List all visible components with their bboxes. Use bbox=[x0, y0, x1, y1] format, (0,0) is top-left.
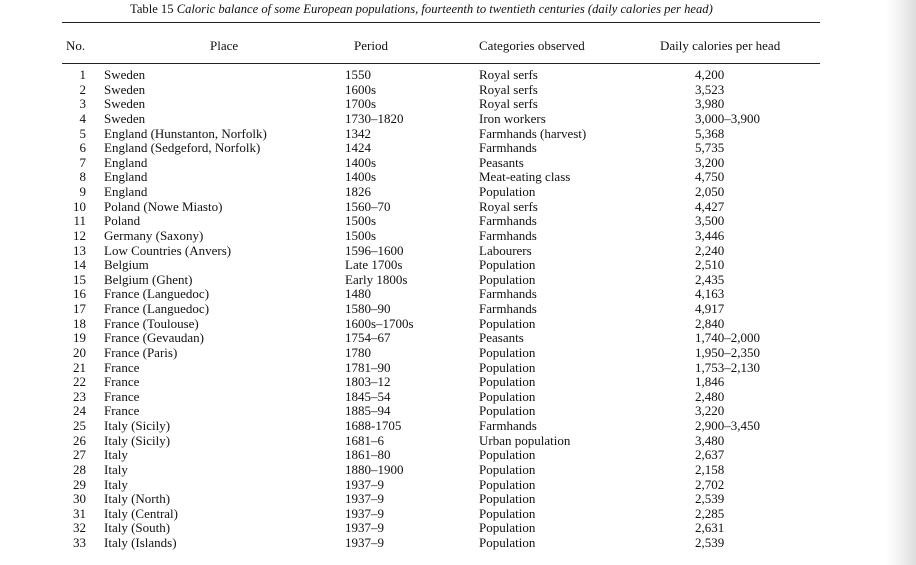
row-number: 20 bbox=[73, 344, 86, 360]
row-calories: 4,163 bbox=[695, 286, 725, 302]
row-place: France bbox=[104, 403, 140, 419]
row-calories: 1,950–2,350 bbox=[695, 344, 760, 360]
row-place: Poland (Nowe Miasto) bbox=[104, 198, 223, 214]
row-number: 16 bbox=[73, 286, 86, 302]
row-number: 12 bbox=[73, 227, 86, 243]
row-period: 1861–80 bbox=[345, 447, 391, 463]
row-category: Labourers bbox=[479, 242, 532, 258]
row-number: 4 bbox=[79, 110, 86, 126]
table-row bbox=[0, 448, 916, 463]
table-row bbox=[0, 112, 916, 127]
row-place: France (Gevaudan) bbox=[104, 330, 204, 346]
table-row bbox=[0, 287, 916, 302]
row-place: France (Languedoc) bbox=[104, 286, 210, 302]
row-calories: 2,637 bbox=[695, 447, 725, 463]
table-row bbox=[0, 390, 916, 405]
row-number: 7 bbox=[79, 154, 86, 170]
row-period: 1600s–1700s bbox=[345, 315, 414, 331]
row-place: England bbox=[104, 169, 148, 185]
row-category: Farmhands bbox=[479, 418, 537, 433]
table-row bbox=[0, 507, 916, 522]
row-calories: 2,158 bbox=[695, 461, 725, 477]
row-number: 31 bbox=[73, 505, 86, 521]
row-category: Peasants bbox=[479, 330, 524, 346]
table-row bbox=[0, 521, 916, 536]
row-calories: 1,740–2,000 bbox=[695, 330, 760, 346]
row-number: 30 bbox=[73, 491, 86, 507]
table-row bbox=[0, 361, 916, 376]
row-place: England (Hunstanton, Norfolk) bbox=[104, 125, 267, 141]
table-row bbox=[0, 331, 916, 346]
row-calories: 2,435 bbox=[695, 271, 725, 287]
row-place: Sweden bbox=[104, 96, 146, 112]
row-number: 27 bbox=[73, 447, 86, 463]
row-period: 1560–70 bbox=[345, 198, 391, 214]
row-period: 1700s bbox=[345, 96, 377, 112]
row-place: Low Countries (Anvers) bbox=[104, 242, 232, 258]
row-category: Peasants bbox=[479, 154, 524, 170]
table-row bbox=[0, 229, 916, 244]
table-top-rule bbox=[62, 22, 820, 23]
row-number: 24 bbox=[73, 403, 86, 419]
row-category: Population bbox=[479, 520, 536, 536]
row-number: 1 bbox=[79, 67, 86, 82]
row-category: Population bbox=[479, 257, 536, 273]
row-number: 22 bbox=[73, 374, 86, 390]
row-category: Farmhands bbox=[479, 227, 537, 243]
row-place: Italy (North) bbox=[104, 491, 171, 507]
table-row bbox=[0, 536, 916, 551]
row-place: Belgium (Ghent) bbox=[104, 271, 193, 287]
row-category: Royal serfs bbox=[479, 81, 538, 97]
row-number: 13 bbox=[73, 242, 86, 258]
row-calories: 4,750 bbox=[695, 169, 725, 185]
row-period: 1500s bbox=[345, 213, 377, 229]
column-header-period: Period bbox=[354, 38, 388, 53]
row-category: Population bbox=[479, 491, 536, 507]
row-period: 1596–1600 bbox=[345, 242, 404, 258]
row-category: Farmhands bbox=[479, 140, 537, 156]
table-row bbox=[0, 419, 916, 434]
row-category: Farmhands bbox=[479, 286, 537, 302]
table-row bbox=[0, 302, 916, 317]
row-number: 33 bbox=[73, 535, 86, 550]
table-row bbox=[0, 83, 916, 98]
row-place: Italy (South) bbox=[104, 520, 171, 536]
row-place: Sweden bbox=[104, 110, 146, 126]
row-calories: 5,368 bbox=[695, 125, 725, 141]
row-place: France bbox=[104, 359, 140, 375]
row-number: 6 bbox=[79, 140, 86, 156]
row-category: Population bbox=[479, 374, 536, 390]
row-number: 32 bbox=[73, 520, 86, 536]
row-calories: 1,846 bbox=[695, 374, 725, 390]
row-period: 1826 bbox=[345, 184, 371, 199]
table-caption bbox=[130, 1, 830, 17]
row-category: Population bbox=[479, 359, 536, 375]
row-place: France bbox=[104, 374, 140, 390]
row-period: 1781–90 bbox=[345, 359, 391, 375]
row-period: 1937–9 bbox=[345, 505, 384, 521]
table-caption-text: Caloric balance of some European populations, fourteenth to twentieth centuries (daily calories per head) bbox=[176, 2, 713, 16]
row-number: 29 bbox=[73, 476, 86, 492]
row-calories: 2,480 bbox=[695, 388, 725, 404]
row-calories: 2,240 bbox=[695, 242, 725, 258]
row-calories: 3,220 bbox=[695, 403, 725, 419]
row-place: Italy (Central) bbox=[104, 505, 178, 521]
row-period: 1500s bbox=[345, 227, 377, 243]
row-number: 15 bbox=[73, 271, 86, 287]
row-period: Early 1800s bbox=[345, 271, 408, 287]
row-category: Population bbox=[479, 403, 536, 419]
row-number: 23 bbox=[73, 388, 86, 404]
table-row bbox=[0, 258, 916, 273]
row-period: 1937–9 bbox=[345, 535, 384, 550]
row-period: 1580–90 bbox=[345, 301, 391, 316]
table-row bbox=[0, 185, 916, 200]
row-category: Population bbox=[479, 388, 536, 404]
table-row bbox=[0, 404, 916, 419]
row-calories: 2,510 bbox=[695, 257, 725, 273]
row-calories: 3,500 bbox=[695, 213, 725, 229]
row-number: 26 bbox=[73, 432, 86, 448]
table-row bbox=[0, 156, 916, 171]
row-calories: 2,631 bbox=[695, 520, 725, 536]
row-category: Population bbox=[479, 505, 536, 521]
row-category: Royal serfs bbox=[479, 198, 538, 214]
row-period: 1681–6 bbox=[345, 432, 384, 448]
row-number: 14 bbox=[73, 257, 86, 273]
row-number: 17 bbox=[73, 301, 86, 316]
row-number: 18 bbox=[73, 315, 86, 331]
table-row bbox=[0, 317, 916, 332]
row-place: England bbox=[104, 184, 148, 199]
row-period: 1424 bbox=[345, 140, 371, 156]
row-period: Late 1700s bbox=[345, 257, 403, 273]
row-number: 28 bbox=[73, 461, 86, 477]
table-row bbox=[0, 434, 916, 449]
table-row bbox=[0, 463, 916, 478]
row-calories: 3,523 bbox=[695, 81, 725, 97]
table-row bbox=[0, 273, 916, 288]
column-header-categories: Categories observed bbox=[479, 38, 585, 53]
row-category: Population bbox=[479, 344, 536, 360]
row-place: Italy (Islands) bbox=[104, 535, 177, 550]
row-period: 1780 bbox=[345, 344, 371, 360]
row-number: 3 bbox=[79, 96, 86, 112]
row-number: 2 bbox=[79, 81, 86, 97]
table-row bbox=[0, 214, 916, 229]
row-place: France (Paris) bbox=[104, 344, 178, 360]
row-place: Poland bbox=[104, 213, 141, 229]
column-header-calories: Daily calories per head bbox=[660, 38, 781, 53]
row-period: 1803–12 bbox=[345, 374, 391, 390]
table-row bbox=[0, 141, 916, 156]
row-period: 1550 bbox=[345, 67, 371, 82]
row-calories: 2,900–3,450 bbox=[695, 418, 760, 433]
table-row bbox=[0, 346, 916, 361]
row-calories: 2,702 bbox=[695, 476, 725, 492]
row-place: Italy (Sicily) bbox=[104, 418, 171, 433]
row-place: France (Languedoc) bbox=[104, 301, 210, 316]
row-calories: 2,840 bbox=[695, 315, 725, 331]
table-row bbox=[0, 170, 916, 185]
row-category: Population bbox=[479, 461, 536, 477]
row-calories: 1,753–2,130 bbox=[695, 359, 760, 375]
row-period: 1480 bbox=[345, 286, 371, 302]
row-period: 1400s bbox=[345, 169, 377, 185]
row-calories: 3,446 bbox=[695, 227, 725, 243]
row-place: Belgium bbox=[104, 257, 149, 273]
row-place: England bbox=[104, 154, 148, 170]
row-category: Farmhands (harvest) bbox=[479, 125, 587, 141]
row-period: 1400s bbox=[345, 154, 377, 170]
row-number: 11 bbox=[73, 213, 86, 229]
row-category: Farmhands bbox=[479, 301, 537, 316]
row-category: Royal serfs bbox=[479, 96, 538, 112]
table-row bbox=[0, 200, 916, 215]
row-period: 1730–1820 bbox=[345, 110, 404, 126]
row-period: 1937–9 bbox=[345, 491, 384, 507]
row-number: 5 bbox=[79, 125, 86, 141]
row-place: England (Sedgeford, Norfolk) bbox=[104, 140, 261, 156]
row-period: 1845–54 bbox=[345, 388, 391, 404]
table-row bbox=[0, 127, 916, 142]
table-row bbox=[0, 244, 916, 259]
row-period: 1937–9 bbox=[345, 520, 384, 536]
table-row bbox=[0, 492, 916, 507]
row-period: 1885–94 bbox=[345, 403, 391, 419]
row-category: Population bbox=[479, 476, 536, 492]
row-category: Population bbox=[479, 315, 536, 331]
row-place: Sweden bbox=[104, 81, 146, 97]
table-caption-label: Table 15 bbox=[130, 2, 174, 16]
row-calories: 3,200 bbox=[695, 154, 725, 170]
row-number: 19 bbox=[73, 330, 86, 346]
row-calories: 4,917 bbox=[695, 301, 725, 316]
row-calories: 4,427 bbox=[695, 198, 725, 214]
row-category: Population bbox=[479, 447, 536, 463]
table-row bbox=[0, 97, 916, 112]
row-period: 1688-1705 bbox=[345, 418, 402, 433]
row-period: 1754–67 bbox=[345, 330, 391, 346]
row-category: Iron workers bbox=[479, 110, 546, 126]
row-place: Sweden bbox=[104, 67, 146, 82]
row-place: Italy (Sicily) bbox=[104, 432, 171, 448]
table-row bbox=[0, 478, 916, 493]
row-calories: 4,200 bbox=[695, 67, 725, 82]
table-row bbox=[0, 68, 916, 83]
row-place: Italy bbox=[104, 447, 128, 463]
row-calories: 2,050 bbox=[695, 184, 725, 199]
table-row bbox=[0, 375, 916, 390]
row-category: Population bbox=[479, 271, 536, 287]
row-calories: 3,480 bbox=[695, 432, 725, 448]
row-category: Population bbox=[479, 535, 536, 550]
column-header-no: No. bbox=[66, 38, 86, 53]
row-calories: 2,539 bbox=[695, 535, 725, 550]
row-number: 9 bbox=[79, 184, 86, 199]
row-category: Urban population bbox=[479, 432, 571, 448]
row-calories: 3,000–3,900 bbox=[695, 110, 760, 126]
row-period: 1600s bbox=[345, 81, 377, 97]
row-calories: 2,285 bbox=[695, 505, 725, 521]
row-place: France bbox=[104, 388, 140, 404]
row-category: Meat-eating class bbox=[479, 169, 571, 185]
row-period: 1880–1900 bbox=[345, 461, 404, 477]
row-place: France (Toulouse) bbox=[104, 315, 199, 331]
table-body bbox=[0, 68, 916, 551]
row-place: Germany (Saxony) bbox=[104, 227, 204, 243]
row-calories: 3,980 bbox=[695, 96, 725, 112]
row-category: Farmhands bbox=[479, 213, 537, 229]
row-number: 25 bbox=[73, 418, 86, 433]
row-place: Italy bbox=[104, 461, 128, 477]
row-number: 8 bbox=[79, 169, 86, 185]
column-header-place: Place bbox=[210, 38, 239, 53]
row-calories: 5,735 bbox=[695, 140, 725, 156]
table-header-rule bbox=[62, 63, 820, 64]
row-category: Royal serfs bbox=[479, 67, 538, 82]
row-period: 1937–9 bbox=[345, 476, 384, 492]
row-number: 10 bbox=[73, 198, 86, 214]
row-calories: 2,539 bbox=[695, 491, 725, 507]
row-place: Italy bbox=[104, 476, 128, 492]
row-period: 1342 bbox=[345, 125, 371, 141]
row-category: Population bbox=[479, 184, 536, 199]
row-number: 21 bbox=[73, 359, 86, 375]
